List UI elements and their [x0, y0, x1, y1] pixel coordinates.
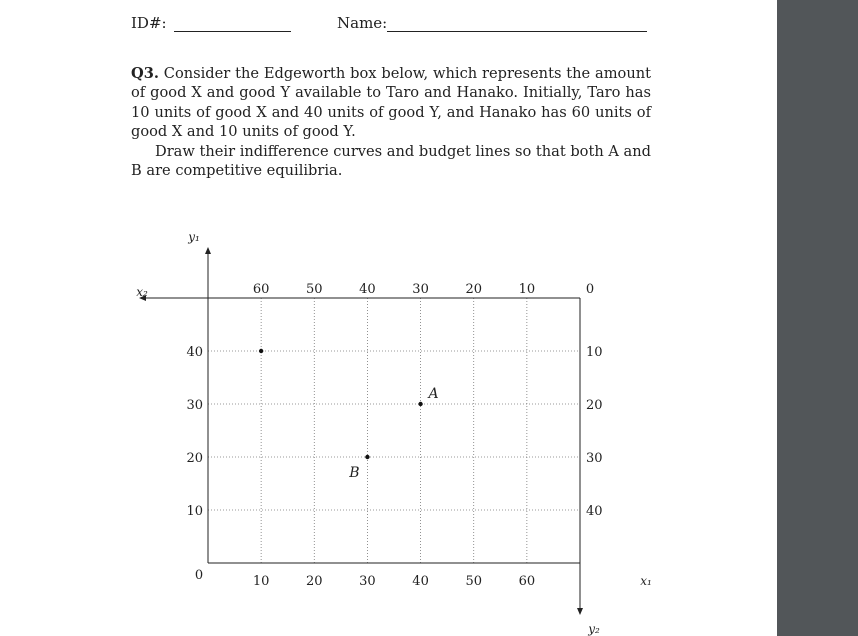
x1-axis-label: x₁: [640, 574, 652, 588]
point-b-label: B: [349, 465, 360, 481]
name-label: Name:: [337, 14, 388, 32]
y1-tick-label: 40: [186, 345, 203, 360]
x2-tick-label: 30: [412, 282, 429, 297]
point-a: [418, 402, 422, 406]
y2-axis-label: y₂: [588, 622, 600, 636]
x1-tick-label: 60: [518, 574, 536, 589]
question-paragraph-2: Draw their indifference curves and budget lines so that both A and B are competitive equilibria.: [131, 142, 651, 180]
x2-tick-label: 20: [465, 282, 482, 297]
x2-tick-label: 50: [306, 282, 323, 297]
y2-tick-label: 10: [586, 345, 603, 360]
x1-tick-label: 50: [465, 574, 482, 589]
x2-origin-label: 0: [585, 282, 595, 297]
x1-tick-label: 40: [412, 574, 429, 589]
y1-axis-label: y₁: [188, 230, 200, 244]
y1-tick-label: 20: [186, 451, 203, 466]
y2-tick-label: 20: [586, 398, 603, 413]
y1-tick-label: 10: [186, 504, 203, 519]
question-number: Q3.: [131, 65, 159, 82]
y1-tick-label: 30: [186, 398, 203, 413]
point-endowment: [259, 349, 263, 353]
point-b: [365, 455, 369, 459]
question-paragraph-1: Consider the Edgeworth box below, which represents the amount of good X and good Y available to Taro and Hanako. Initially, Taro has 10 units of good X and 40 units of good Y, and Hanako has 60 units of good X and 10 units of good Y.: [131, 65, 651, 141]
x2-axis-label: x₂: [136, 285, 148, 299]
id-label: ID#:: [131, 14, 167, 32]
x2-tick-label: 10: [518, 282, 536, 297]
x1-tick-label: 10: [252, 574, 270, 589]
y2-tick-label: 30: [586, 451, 603, 466]
x1-tick-label: 20: [306, 574, 323, 589]
y2-tick-label: 40: [586, 504, 603, 519]
viewer-background: [777, 0, 858, 636]
x2-tick-label: 60: [252, 282, 270, 297]
point-a-label: A: [428, 386, 439, 402]
x1-tick-label: 30: [359, 574, 376, 589]
x2-tick-label: 40: [359, 282, 376, 297]
x1-origin-label: 0: [194, 568, 204, 583]
